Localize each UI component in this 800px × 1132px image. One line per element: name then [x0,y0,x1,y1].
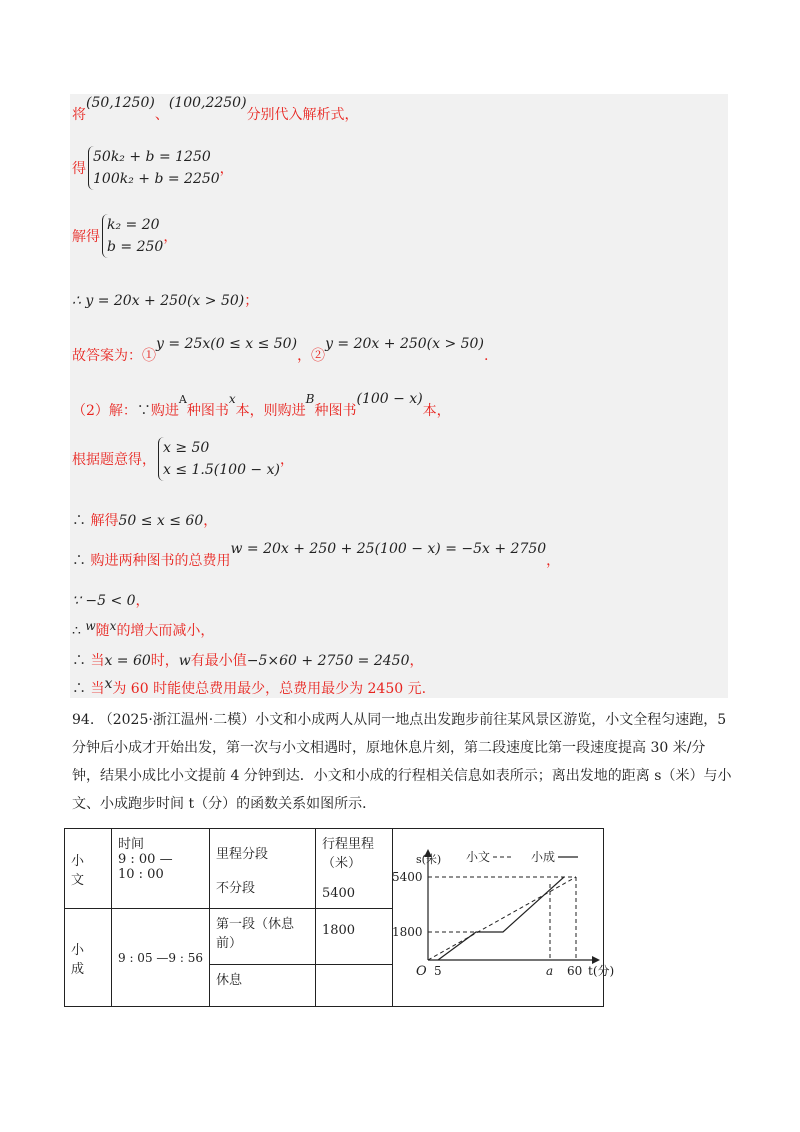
text: 根据题意得， [72,452,156,468]
therefore-symbol: ∴ [72,653,86,669]
y-tick-5400: 5400 [392,870,423,884]
equation: b = 250 [107,239,164,255]
text: 为 60 时能使总费用最少，总费用最少为 2450 元. [112,681,427,697]
text: 本，则购进 [235,403,306,419]
cell-xiaowen-distance [315,829,392,909]
var-w: w [178,653,191,669]
solution-line-10 [72,590,150,610]
therefore-symbol: ∴ [72,623,81,639]
var-x: x [109,619,117,633]
segment-label: 里程分段 [215,847,268,862]
formula: y = 25x(0 ≤ x ≤ 50) [156,336,298,352]
text: 时， [150,653,179,669]
point-1: (50,1250) [86,95,155,111]
x-axis-label: t(分) [588,964,615,978]
cell-xiaocheng-time: 9 : 05 —9 : 56 [112,909,210,1007]
text: 当 [90,681,105,697]
cell-xiaocheng-segment-2: 休息 [209,965,315,1007]
text: 解得 [90,513,119,529]
solution-line-13 [72,678,426,698]
solution-line-9 [72,541,561,570]
time-label: 时间 [118,837,145,852]
cell-xiaowen-segment [209,829,315,909]
text: 本， [422,403,451,419]
therefore-symbol: ∴ [72,681,86,697]
formula: (100 − x) [356,391,423,407]
var-w: w [85,619,96,633]
formula: x = 60 [104,653,151,669]
distance-value: 5400 [321,886,356,901]
solution-line-2 [72,146,234,190]
x-tick-a: a [546,964,554,978]
var-x: x [104,676,113,692]
equation-system-1 [88,146,220,190]
cell-xiaocheng-distance-2 [315,965,392,1007]
xiaowen-line [428,877,576,960]
x-axis-arrow-icon [592,956,600,964]
equation-system-2 [102,214,163,258]
text: 故答案为：① [72,348,156,364]
text: 购进 [150,403,179,419]
text: ， [409,653,424,669]
text: （2）解： [72,403,137,419]
formula: ∴ y = 20x + 250(x > 50) [72,293,245,309]
point-2: (100,2250) [168,95,247,111]
y-tick-1800: 1800 [392,925,423,939]
text: 解得 [72,229,100,245]
problem-number: 94. [72,712,95,728]
text: 的增大而减小， [116,623,215,639]
formula: w = 20x + 250 + 25(100 − x) = −5x + 2750 [230,541,547,557]
therefore-symbol: ∴ [72,553,86,569]
text: 随 [95,623,110,639]
time-value: 9 : 00 — 10 : 00 [118,852,173,882]
label-B: B [305,392,315,406]
therefore-symbol: ∴ [72,513,86,529]
equation: 50k₂ + b = 1250 [93,149,211,165]
formula: ∵ −5 < 0 [72,593,136,609]
solution-line-11 [72,620,214,640]
var-x: x [228,392,236,406]
inequality: x ≥ 50 [163,440,210,456]
cell-xiaowen-time [112,829,210,909]
text: 、 [154,107,169,123]
text: 将 [72,107,86,123]
y-axis-label: s(米) [416,853,442,866]
text: . [483,348,489,364]
distance-time-graph [386,829,628,979]
solution-line-5 [72,336,489,365]
cell-xiaocheng-segment-1: 第一段（休息 前） [209,909,315,965]
xiaocheng-line [438,877,564,960]
formula: −5×60 + 2750 = 2450 [246,653,410,669]
problem-94 [72,706,732,818]
text: ， [135,593,150,609]
text: ， [279,452,294,468]
inequality-system [158,437,280,481]
text: ， [219,161,234,177]
inequality: x ≤ 1.5(100 − x) [163,462,280,478]
formula: y = 20x + 250(x > 50) [325,336,484,352]
solution-line-4 [72,290,258,310]
legend-xiaocheng: 小成 [531,850,556,864]
x-tick-60: 60 [567,964,583,978]
text: ； [244,293,259,309]
because-symbol: ∵ [136,403,151,419]
cell-xiaowen-name: 小 文 [65,829,112,909]
solution-line-1 [72,95,359,124]
problem-text: （2025·浙江温州·二模）小文和小成两人从同一地点出发跑步前往某风景区游览，小文全程匀速跑，5分钟后小成才开始出发，第一次与小文相遇时，原地休息片刻，第二段速度比第一段速度提高 30 米/分钟，结果小成比小文提前 4 分钟到达．小文和小成的行程相关信息如表所示；离出发地的距离 s（米）与小文、小成跑步时间 t（分）的函数关系如图所示． [72,712,732,812]
segment-value: 不分段 [215,881,255,896]
equation: k₂ = 20 [107,217,160,233]
solution-line-6 [72,391,451,420]
text: ， [203,513,218,529]
text: 当 [90,653,105,669]
x-tick-5: 5 [434,964,442,978]
text: ，② [297,348,326,364]
solution-line-12 [72,650,423,670]
text: 得 [72,161,86,177]
solution-line-8 [72,510,217,530]
text: ， [163,229,178,245]
solution-line-7 [72,437,294,481]
label-A: A [178,393,187,406]
formula: 50 ≤ x ≤ 60 [118,513,204,529]
legend-xiaowen: 小文 [466,850,491,864]
cell-xiaocheng-name: 小 成 [65,909,112,1007]
cell-xiaocheng-distance-1: 1800 [315,909,392,965]
origin-label: O [416,964,427,979]
solution-line-3 [72,214,177,258]
distance-label: 行程里程 （米） [321,837,374,871]
text: 分别代入解析式， [246,107,359,123]
text: 种图书 [186,403,229,419]
equation: 100k₂ + b = 2250 [93,171,220,187]
text: 有最小值 [190,653,247,669]
text: 种图书 [314,403,357,419]
text: ， [546,553,561,569]
text: 购进两种图书的总费用 [90,553,231,569]
